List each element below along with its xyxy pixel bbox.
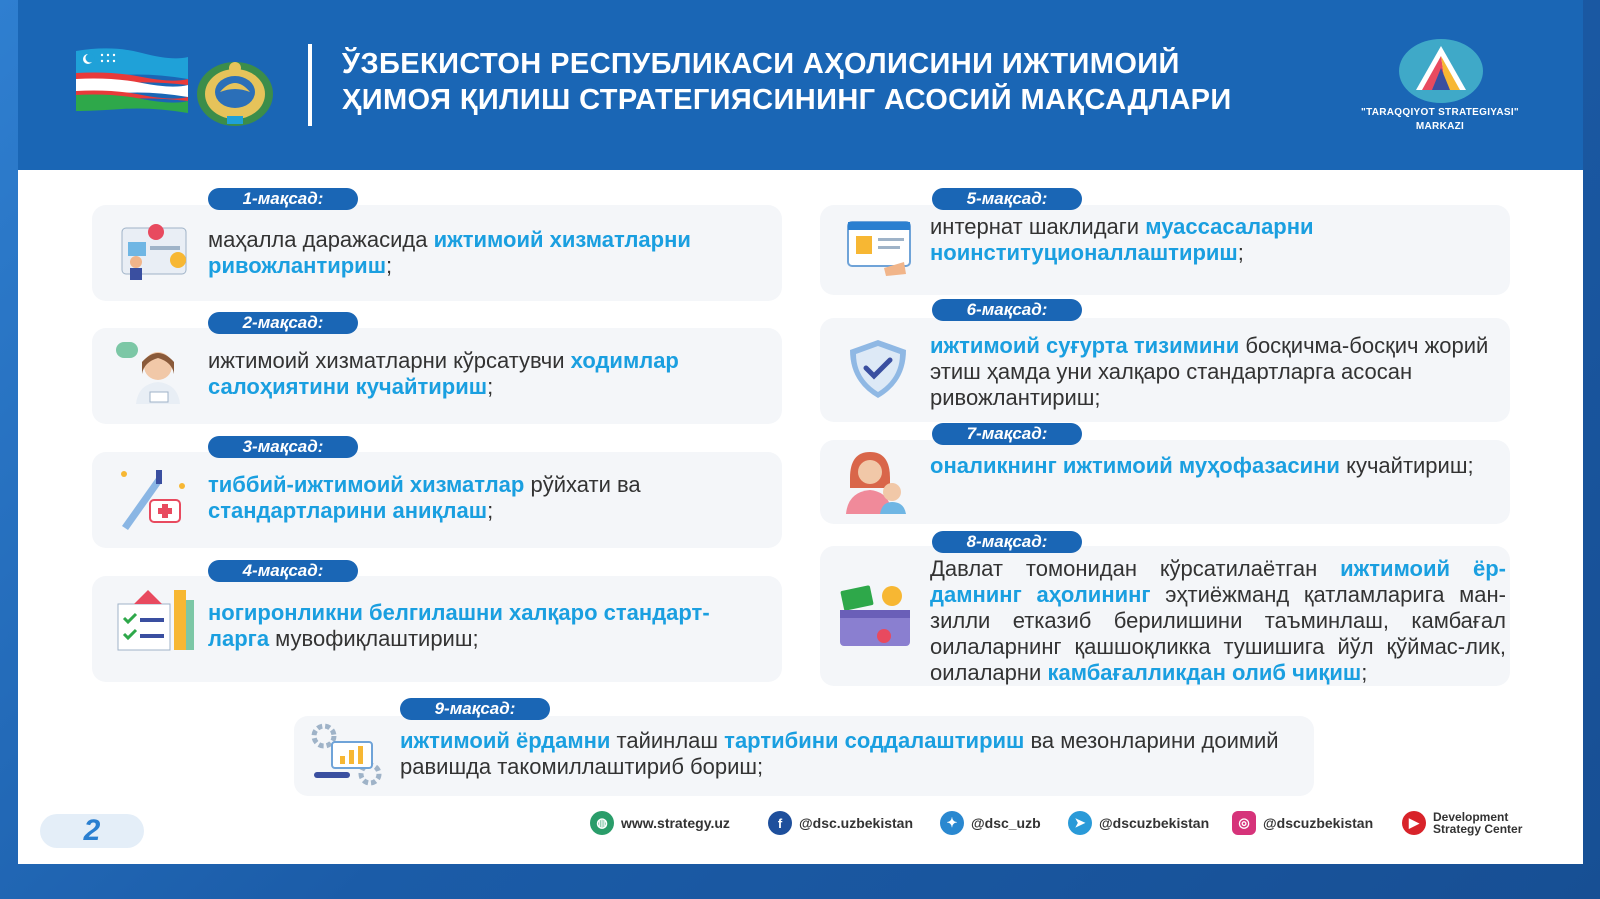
goal-text-1: маҳалла даражасида ижтимоий хизматларни ривожлантириш; [208, 227, 691, 278]
footer-instagram[interactable]: ◎ @dscuzbekistan [1232, 810, 1373, 836]
telegram-icon: ➤ [1068, 811, 1092, 835]
goal-text-7: оналикнинг ижтимоий муҳофазасини кучайтириш; [930, 453, 1474, 478]
title-line-2: ҲИМОЯ ҚИЛИШ СТРАТЕГИЯСИНИНГ АСОСИЙ МАҚСАДЛАРИ [342, 84, 1232, 116]
goal-text-8: Давлат томонидан кўрсатилаётган ижтимоий ёр-дамнинг аҳолининг эҳтиёжманд қатламларига ман-зилли етказиб берилишини таъминлаш, камбағал оилаларнинг қашшоқликка тушишига йўл қўймас-лик, оилаларни камбағалликдан олиб чиқиш; [930, 556, 1506, 685]
goal-text-5: интернат шаклидаги муассасаларни ноинституционаллаштириш; [930, 214, 1314, 265]
goal-text-3: тиббий-ижтимоий хизматлар рўйхати ва стандартларини аниқлаш; [208, 472, 641, 523]
goal-badge-2: 2-мақсад: [208, 312, 358, 334]
social-services-icon [120, 222, 192, 282]
facebook-icon: f [768, 811, 792, 835]
mother-child-icon [840, 448, 912, 514]
twitter-icon: ✦ [940, 811, 964, 835]
header-divider [308, 44, 312, 126]
instagram-icon: ◎ [1232, 811, 1256, 835]
globe-icon: ◍ [590, 811, 614, 835]
logo-line-2: MARKAZI [1415, 121, 1465, 132]
page-number: 2 [40, 814, 144, 848]
footer-website[interactable]: ◍ www.strategy.uz [590, 810, 730, 836]
gears-icon [308, 722, 386, 786]
goal-badge-5: 5-мақсад: [932, 188, 1082, 210]
goal-badge-1: 1-мақсад: [208, 188, 358, 210]
medical-icon [116, 466, 192, 530]
goal-text-2: ижтимоий хизматларни кўрсатувчи ходимлар салоҳиятини кучайтириш; [208, 348, 679, 399]
logo-caption [1340, 106, 1540, 134]
goal-text-4: ногиронликни белгилашни халқаро стандарт-ларга мувофиқлаштириш; [208, 600, 710, 651]
goal-text-9: ижтимоий ёрдамни тайинлаш тартибини соддалаштириш ва мезонларини доимий равишда такомиллаштириб бориш; [400, 728, 1279, 779]
goal-badge-7: 7-мақсад: [932, 423, 1082, 445]
shield-icon [844, 336, 912, 402]
footer-facebook[interactable]: f @dsc.uzbekistan [768, 810, 913, 836]
strategy-center-logo-icon [1398, 38, 1484, 104]
goal-badge-6: 6-мақсад: [932, 299, 1082, 321]
operator-icon [114, 340, 192, 406]
footer-youtube[interactable] [1402, 810, 1522, 836]
id-card-icon [844, 218, 914, 276]
goal-badge-8: 8-мақсад: [932, 531, 1082, 553]
page-title [342, 46, 1342, 118]
logo-line-1: "TARAQQIYOT STRATEGIYASI" [1361, 107, 1519, 118]
goal-badge-9: 9-мақсад: [400, 698, 550, 720]
youtube-label: Development Strategy Center [1433, 810, 1523, 836]
money-icon [836, 582, 914, 648]
state-emblem-icon [192, 56, 278, 128]
goal-badge-3: 3-мақсад: [208, 436, 358, 458]
footer-twitter[interactable]: ✦ @dsc_uzb [940, 810, 1041, 836]
goal-text-6: ижтимоий суғурта тизимини босқичма-босқич жорий этиш ҳамда уни халқаро стандартларга асосан ривожлантириш; [930, 333, 1489, 410]
goal-badge-4: 4-мақсад: [208, 560, 358, 582]
title-line-1: ЎЗБЕКИСТОН РЕСПУБЛИКАСИ АҲОЛИСИНИ ИЖТИМОИЙ [342, 48, 1180, 80]
uzbekistan-flag-icon [72, 45, 192, 115]
checklist-icon [114, 586, 196, 652]
youtube-icon: ▶ [1402, 811, 1426, 835]
footer-telegram[interactable]: ➤ @dscuzbekistan [1068, 810, 1209, 836]
